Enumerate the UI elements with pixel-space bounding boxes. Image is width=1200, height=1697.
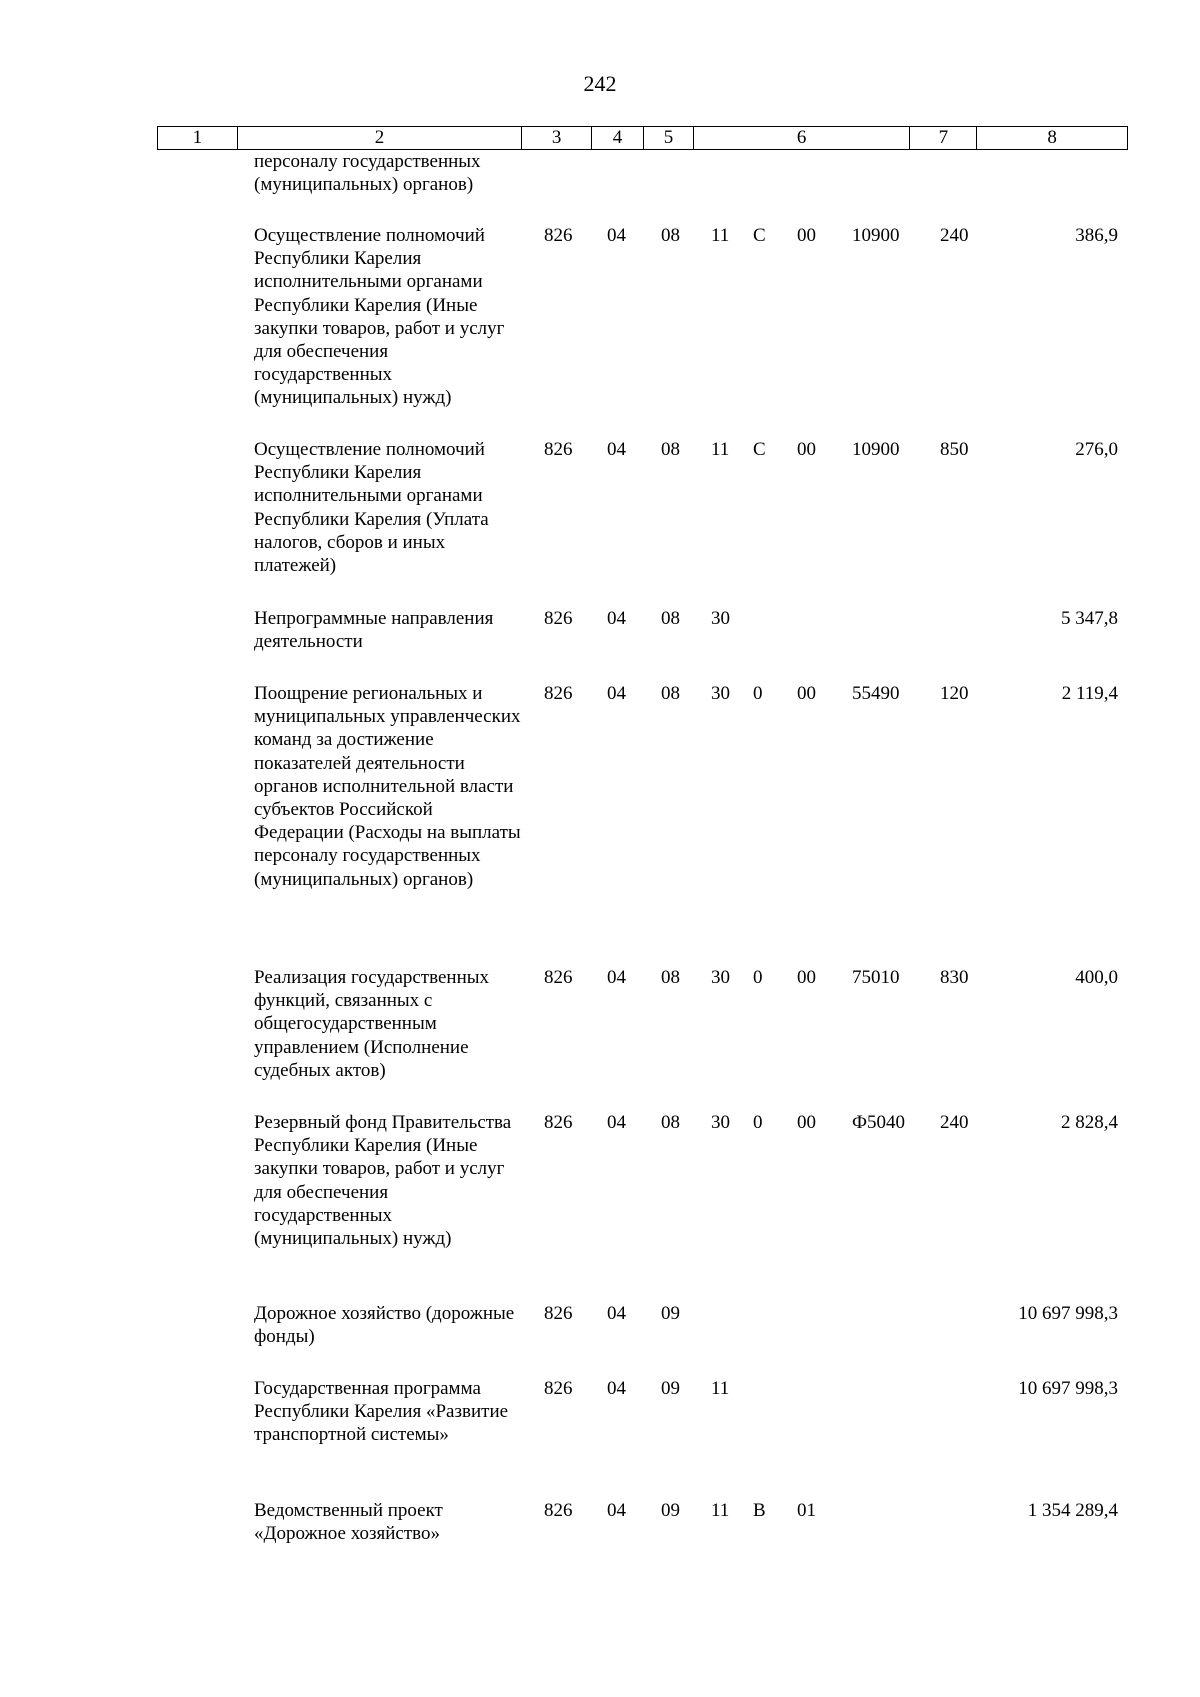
row-col-5: 09 <box>661 1378 680 1399</box>
row-col-4: 04 <box>607 1500 626 1521</box>
row-col-6d: 75010 <box>852 967 900 988</box>
row-col-8: 386,9 <box>1075 225 1118 246</box>
row-col-6c: 00 <box>797 683 816 704</box>
row-col-6b: 0 <box>753 683 763 704</box>
row-col-6d: 10900 <box>852 439 900 460</box>
row-name: Осуществление полномочий Республики Карелия исполнительными органами Республики Карелия (Иные закупки товаров, работ и услуг для обеспечения государственных (муниципальных) нужд) <box>254 225 505 409</box>
row-col-6a: 11 <box>711 225 730 246</box>
row-col-6a: 30 <box>711 1112 730 1133</box>
row-col-6c: 00 <box>797 225 816 246</box>
row-col-4: 04 <box>607 1378 626 1399</box>
row-col-4: 04 <box>607 439 626 460</box>
row-col-6c: 00 <box>797 1112 816 1133</box>
row-col-6a: 11 <box>711 1378 730 1399</box>
row-name: Государственная программа Республики Карелия «Развитие транспортной системы» <box>254 1378 509 1446</box>
row-name: Дорожное хозяйство (дорожные фонды) <box>254 1303 515 1348</box>
row-col-8: 2 828,4 <box>1061 1112 1118 1133</box>
row-col-6d: 55490 <box>852 683 900 704</box>
row-col-6a: 11 <box>711 439 730 460</box>
row-col-7: 120 <box>940 683 969 704</box>
row-col-6c: 01 <box>797 1500 816 1521</box>
row-col-8: 400,0 <box>1075 967 1118 988</box>
row-col-6d: 10900 <box>852 225 900 246</box>
row-col-3: 826 <box>544 439 573 460</box>
header-col-7: 7 <box>910 127 977 149</box>
row-col-3: 826 <box>544 683 573 704</box>
row-col-8: 10 697 998,3 <box>1018 1303 1118 1324</box>
row-col-6d: Ф5040 <box>852 1112 906 1133</box>
row-col-6c: 00 <box>797 967 816 988</box>
row-col-3: 826 <box>544 1378 573 1399</box>
row-col-8: 276,0 <box>1075 439 1118 460</box>
row-col-8: 5 347,8 <box>1061 608 1118 629</box>
table-header <box>157 126 1128 150</box>
row-col-5: 08 <box>661 608 680 629</box>
row-col-6b: 0 <box>753 967 763 988</box>
row-col-6a: 30 <box>711 683 730 704</box>
row-name: Непрограммные направления деятельности <box>254 608 494 653</box>
row-name: Осуществление полномочий Республики Карелия исполнительными органами Республики Карелия (Уплата налогов, сборов и иных платежей) <box>254 439 489 577</box>
page-number: 242 <box>583 71 617 96</box>
row-col-5: 08 <box>661 439 680 460</box>
row-col-8: 2 119,4 <box>1061 683 1118 704</box>
row-col-6b: С <box>753 225 766 246</box>
row-col-4: 04 <box>607 967 626 988</box>
row-col-5: 08 <box>661 683 680 704</box>
row-col-3: 826 <box>544 225 573 246</box>
continuation-text: персоналу государственных (муниципальных) органов) <box>254 151 481 196</box>
row-col-3: 826 <box>544 1303 573 1324</box>
row-col-7: 830 <box>940 967 969 988</box>
row-col-4: 04 <box>607 1303 626 1324</box>
row-name: Реализация государственных функций, связанных с общегосударственным управлением (Исполнение судебных актов) <box>254 967 490 1081</box>
row-col-7: 850 <box>940 439 969 460</box>
row-col-6b: С <box>753 439 766 460</box>
row-col-4: 04 <box>607 225 626 246</box>
row-col-3: 826 <box>544 608 573 629</box>
row-col-5: 08 <box>661 225 680 246</box>
row-col-3: 826 <box>544 1112 573 1133</box>
row-col-8: 1 354 289,4 <box>1027 1500 1118 1521</box>
row-col-3: 826 <box>544 1500 573 1521</box>
row-col-4: 04 <box>607 608 626 629</box>
row-col-6a: 30 <box>711 608 730 629</box>
row-col-8: 10 697 998,3 <box>1018 1378 1118 1399</box>
row-col-5: 08 <box>661 967 680 988</box>
row-name: Ведомственный проект «Дорожное хозяйство» <box>254 1500 443 1545</box>
row-col-7: 240 <box>940 225 969 246</box>
row-col-7: 240 <box>940 1112 969 1133</box>
row-col-6c: 00 <box>797 439 816 460</box>
row-name: Резервный фонд Правительства Республики Карелия (Иные закупки товаров, работ и услуг для обеспечения государственных (муниципальных) нужд) <box>254 1112 512 1250</box>
header-col-5: 5 <box>644 127 694 149</box>
row-col-4: 04 <box>607 683 626 704</box>
row-name: Поощрение региональных и муниципальных управленческих команд за достижение показателей деятельности органов исполнительной власти субъектов Российской Федерации (Расходы на выплаты персоналу государственных (муниципальных) органов) <box>254 683 521 890</box>
row-col-5: 09 <box>661 1500 680 1521</box>
header-col-1: 1 <box>158 127 238 149</box>
header-col-4: 4 <box>592 127 644 149</box>
header-col-6: 6 <box>694 127 911 149</box>
header-col-3: 3 <box>522 127 592 149</box>
row-col-6a: 30 <box>711 967 730 988</box>
header-col-8: 8 <box>1047 127 1057 148</box>
row-col-5: 09 <box>661 1303 680 1324</box>
row-col-4: 04 <box>607 1112 626 1133</box>
row-col-6a: 11 <box>711 1500 730 1521</box>
header-col-2: 2 <box>238 127 522 149</box>
row-col-3: 826 <box>544 967 573 988</box>
row-col-6b: В <box>753 1500 766 1521</box>
row-col-5: 08 <box>661 1112 680 1133</box>
row-col-6b: 0 <box>753 1112 763 1133</box>
